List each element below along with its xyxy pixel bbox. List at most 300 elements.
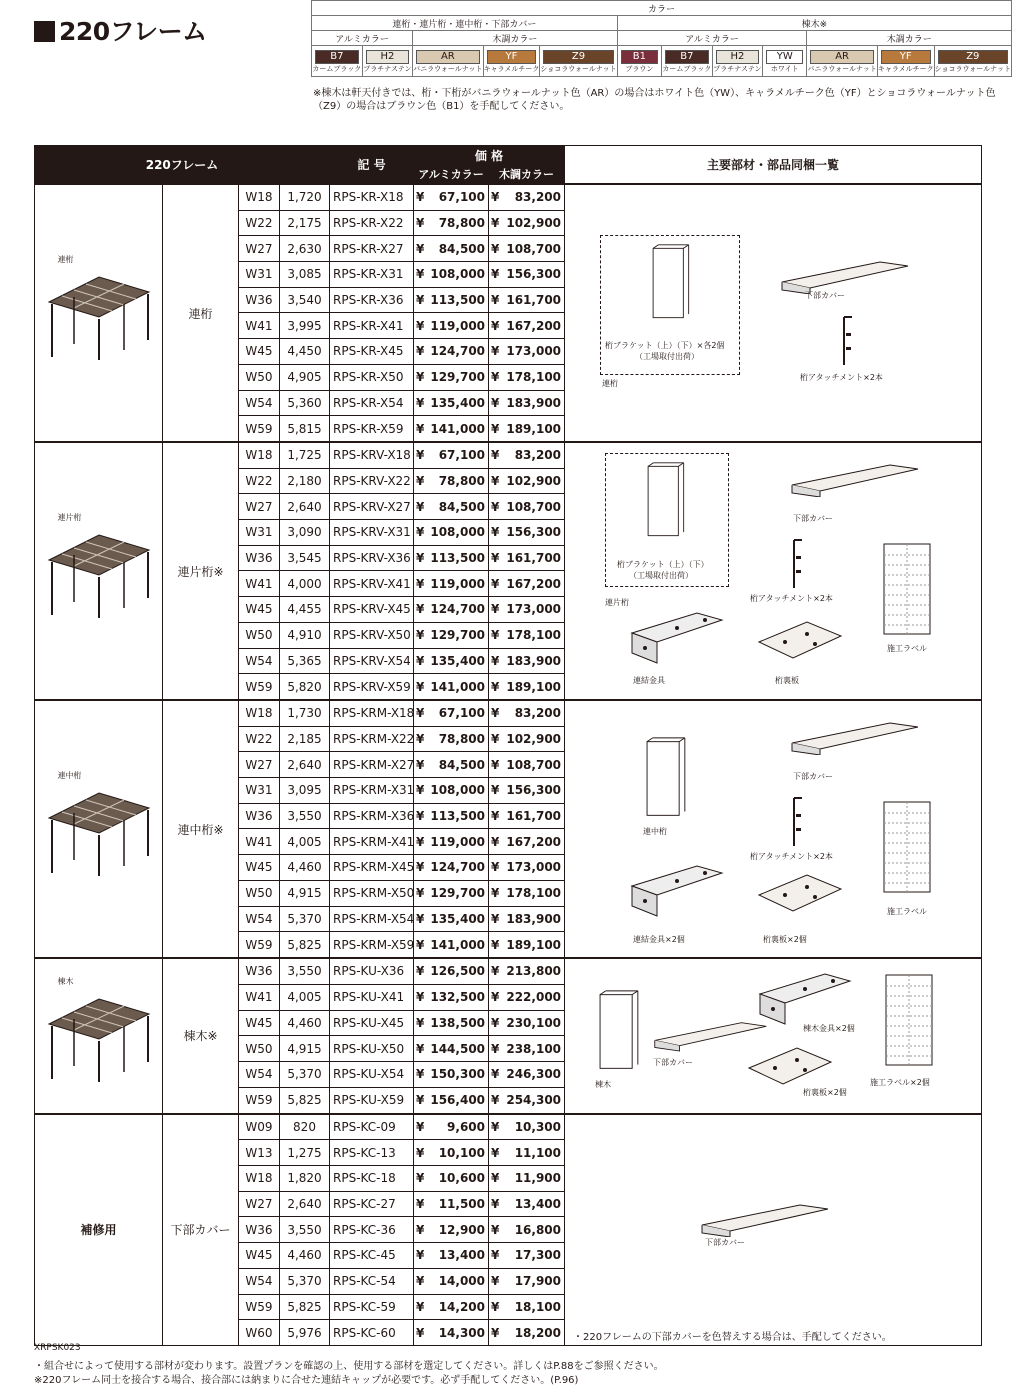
price-value: 135,400 xyxy=(430,395,486,410)
member-label: 連片桁 xyxy=(605,598,630,607)
price-wood xyxy=(489,390,565,416)
price-wood xyxy=(489,1191,565,1217)
parts-cell xyxy=(565,184,982,442)
color-header: カラー xyxy=(312,1,1012,16)
width-mm: 3,090 xyxy=(280,520,330,546)
yen-sign: ¥ xyxy=(491,216,500,231)
table-row xyxy=(35,442,982,468)
price-alumi xyxy=(414,622,489,648)
width-code: W22 xyxy=(239,210,280,236)
width-mm: 4,460 xyxy=(280,1010,330,1036)
width-code: W41 xyxy=(239,571,280,597)
width-mm: 3,545 xyxy=(280,545,330,571)
price-wood xyxy=(489,442,565,468)
width-mm: 5,825 xyxy=(280,1294,330,1320)
width-mm: 5,815 xyxy=(280,416,330,442)
header-price: 価 格 xyxy=(414,146,565,165)
price-alumi xyxy=(414,571,489,597)
yen-sign: ¥ xyxy=(416,344,425,359)
width-mm: 4,460 xyxy=(280,1243,330,1269)
width-code: W50 xyxy=(239,1036,280,1062)
cover-note: ・220フレームの下部カバーを色替えする場合は、手配してください。 xyxy=(573,1331,892,1343)
yen-sign: ¥ xyxy=(416,706,425,721)
yen-sign: ¥ xyxy=(491,344,500,359)
section-category: 連片桁※ xyxy=(163,442,239,700)
width-mm: 4,000 xyxy=(280,571,330,597)
product-code: RPS-KC-60 xyxy=(330,1320,414,1346)
width-code: W13 xyxy=(239,1140,280,1166)
price-value: 230,100 xyxy=(506,1015,562,1030)
product-code: RPS-KU-X41 xyxy=(330,984,414,1010)
price-value: 124,700 xyxy=(430,344,486,359)
product-code: RPS-KRV-X27 xyxy=(330,494,414,520)
price-wood xyxy=(489,597,565,623)
swatch-name: ホワイト xyxy=(770,64,799,73)
yen-sign: ¥ xyxy=(416,964,425,979)
price-wood xyxy=(489,1294,565,1320)
yen-sign: ¥ xyxy=(416,267,425,282)
swatch-code: H2 xyxy=(366,50,409,64)
product-code: RPS-KRV-X22 xyxy=(330,468,414,494)
price-value: 156,300 xyxy=(506,783,562,798)
image-label: 連片桁 xyxy=(57,512,82,522)
yen-sign: ¥ xyxy=(416,551,425,566)
width-code: W50 xyxy=(239,880,280,906)
price-alumi xyxy=(414,1243,489,1269)
price-wood xyxy=(489,829,565,855)
width-mm: 4,915 xyxy=(280,880,330,906)
swatch-code: Z9 xyxy=(543,50,613,64)
price-value: 238,100 xyxy=(506,1041,562,1056)
header-parts: 主要部材・部品同梱一覧 xyxy=(565,146,982,185)
yen-sign: ¥ xyxy=(416,1145,425,1160)
price-alumi xyxy=(414,803,489,829)
yen-sign: ¥ xyxy=(491,551,500,566)
swatch-name: カームブラック xyxy=(312,64,362,73)
label-sheet-icon xyxy=(883,543,931,635)
cover-label: 下部カバー xyxy=(793,772,834,781)
yen-sign: ¥ xyxy=(416,241,425,256)
attach-label: 桁アタッチメント×2本 xyxy=(750,852,833,861)
joint-label: 連結金具 xyxy=(633,676,666,685)
width-code: W50 xyxy=(239,622,280,648)
price-value: 173,000 xyxy=(506,344,562,359)
color-swatch-ar xyxy=(807,46,877,77)
price-value: 13,400 xyxy=(514,1197,562,1212)
swatch-name: ショコラウォールナット xyxy=(540,64,617,73)
footer-line1: ・組合せによって使用する部材が変わります。設置プランを確認の上、使用する部材を選定してください。詳しくはP.88をご参照ください。 xyxy=(34,1361,664,1372)
price-value: 161,700 xyxy=(506,551,562,566)
yen-sign: ¥ xyxy=(491,834,500,849)
price-value: 102,900 xyxy=(506,474,562,489)
product-code: RPS-KR-X50 xyxy=(330,364,414,390)
yen-sign: ¥ xyxy=(416,318,425,333)
price-value: 18,200 xyxy=(514,1325,562,1340)
label-label: 施工ラベル×2個 xyxy=(870,1078,930,1087)
width-mm: 2,640 xyxy=(280,1191,330,1217)
width-code: W22 xyxy=(239,468,280,494)
product-code: RPS-KRM-X41 xyxy=(330,829,414,855)
yen-sign: ¥ xyxy=(491,525,500,540)
price-value: 67,100 xyxy=(438,190,486,205)
swatch-code: AR xyxy=(416,50,479,64)
yen-sign: ¥ xyxy=(491,911,500,926)
price-alumi xyxy=(414,597,489,623)
width-mm: 3,540 xyxy=(280,287,330,313)
member-label: 棟木 xyxy=(595,1080,612,1089)
price-value: 189,100 xyxy=(506,937,562,952)
width-code: W22 xyxy=(239,726,280,752)
color-alumi-1: アルミカラー xyxy=(312,31,413,46)
width-code: W59 xyxy=(239,1087,280,1113)
yen-sign: ¥ xyxy=(416,190,425,205)
label-label: 施工ラベル xyxy=(887,907,928,916)
price-wood xyxy=(489,958,565,984)
section-image xyxy=(35,184,163,442)
price-value: 108,700 xyxy=(506,757,562,772)
factory-label: （工場取付出荷） xyxy=(635,352,700,361)
width-mm: 2,175 xyxy=(280,210,330,236)
yen-sign: ¥ xyxy=(491,421,500,436)
color-group2: 棟木※ xyxy=(617,16,1011,31)
price-value: 129,700 xyxy=(430,370,486,385)
plate-label: 桁裏板 xyxy=(775,676,800,685)
yen-sign: ¥ xyxy=(491,860,500,875)
price-value: 213,800 xyxy=(506,964,562,979)
product-code: RPS-KRM-X50 xyxy=(330,880,414,906)
swatch-code: B7 xyxy=(665,50,709,64)
price-wood xyxy=(489,1140,565,1166)
price-value: 13,400 xyxy=(438,1248,486,1263)
price-alumi xyxy=(414,726,489,752)
price-wood xyxy=(489,674,565,700)
yen-sign: ¥ xyxy=(416,834,425,849)
yen-sign: ¥ xyxy=(416,1015,425,1030)
price-value: 83,200 xyxy=(514,448,562,463)
price-value: 141,000 xyxy=(430,679,486,694)
price-value: 178,100 xyxy=(506,886,562,901)
attach-label: 桁アタッチメント×2本 xyxy=(800,373,883,382)
price-alumi xyxy=(414,1268,489,1294)
product-code: RPS-KRV-X50 xyxy=(330,622,414,648)
title-square-icon xyxy=(34,21,55,42)
price-alumi xyxy=(414,1320,489,1346)
price-value: 129,700 xyxy=(430,628,486,643)
price-value: 124,700 xyxy=(430,602,486,617)
price-value: 119,000 xyxy=(430,576,486,591)
swatch-name: ブラウン xyxy=(625,64,654,73)
width-code: W36 xyxy=(239,545,280,571)
joint-label: 棟木金具×2個 xyxy=(803,1024,855,1033)
price-wood xyxy=(489,855,565,881)
product-code: RPS-KRM-X31 xyxy=(330,778,414,804)
price-alumi xyxy=(414,545,489,571)
label-sheet-icon xyxy=(883,801,931,893)
price-wood xyxy=(489,803,565,829)
yen-sign: ¥ xyxy=(491,1299,500,1314)
price-alumi xyxy=(414,1087,489,1113)
color-swatch-z9 xyxy=(540,46,617,77)
price-value: 78,800 xyxy=(438,474,486,489)
yen-sign: ¥ xyxy=(416,628,425,643)
price-alumi xyxy=(414,287,489,313)
yen-sign: ¥ xyxy=(416,525,425,540)
width-code: W45 xyxy=(239,855,280,881)
width-code: W09 xyxy=(239,1114,280,1140)
price-value: 11,500 xyxy=(438,1197,486,1212)
price-value: 113,500 xyxy=(430,551,486,566)
yen-sign: ¥ xyxy=(491,1325,500,1340)
yen-sign: ¥ xyxy=(416,1197,425,1212)
product-code: RPS-KR-X18 xyxy=(330,184,414,210)
header-code: 記 号 xyxy=(330,146,414,185)
yen-sign: ¥ xyxy=(416,1248,425,1263)
price-value: 14,300 xyxy=(438,1325,486,1340)
price-alumi xyxy=(414,1010,489,1036)
price-value: 178,100 xyxy=(506,628,562,643)
width-mm: 2,630 xyxy=(280,236,330,262)
yen-sign: ¥ xyxy=(491,964,500,979)
product-code: RPS-KRV-X31 xyxy=(330,520,414,546)
price-alumi xyxy=(414,313,489,339)
price-value: 84,500 xyxy=(438,757,486,772)
yen-sign: ¥ xyxy=(491,990,500,1005)
yen-sign: ¥ xyxy=(416,1119,425,1134)
title-text: 220フレーム xyxy=(59,17,207,46)
yen-sign: ¥ xyxy=(491,757,500,772)
yen-sign: ¥ xyxy=(416,499,425,514)
price-value: 141,000 xyxy=(430,421,486,436)
width-mm: 5,825 xyxy=(280,1087,330,1113)
price-wood xyxy=(489,1114,565,1140)
product-code: RPS-KC-18 xyxy=(330,1166,414,1192)
width-mm: 5,820 xyxy=(280,674,330,700)
price-value: 10,100 xyxy=(438,1145,486,1160)
width-mm: 5,370 xyxy=(280,1268,330,1294)
width-mm: 5,370 xyxy=(280,1062,330,1088)
product-code: RPS-KR-X36 xyxy=(330,287,414,313)
product-code: RPS-KU-X54 xyxy=(330,1062,414,1088)
width-mm: 4,450 xyxy=(280,339,330,365)
color-swatch-yf xyxy=(483,46,540,77)
swatch-code: YF xyxy=(487,50,537,64)
yen-sign: ¥ xyxy=(416,1325,425,1340)
yen-sign: ¥ xyxy=(416,216,425,231)
section-category: 連桁 xyxy=(163,184,239,442)
yen-sign: ¥ xyxy=(491,1015,500,1030)
price-alumi xyxy=(414,210,489,236)
yen-sign: ¥ xyxy=(416,653,425,668)
width-code: W27 xyxy=(239,236,280,262)
price-alumi xyxy=(414,468,489,494)
price-value: 178,100 xyxy=(506,370,562,385)
price-value: 173,000 xyxy=(506,602,562,617)
color-alumi-2: アルミカラー xyxy=(617,31,807,46)
product-code: RPS-KR-X31 xyxy=(330,262,414,288)
width-mm: 3,095 xyxy=(280,778,330,804)
price-value: 189,100 xyxy=(506,421,562,436)
plate-label: 桁裏板×2個 xyxy=(803,1088,847,1097)
yen-sign: ¥ xyxy=(491,886,500,901)
price-value: 108,000 xyxy=(430,525,486,540)
yen-sign: ¥ xyxy=(491,1274,500,1289)
width-mm: 5,370 xyxy=(280,906,330,932)
price-value: 183,900 xyxy=(506,653,562,668)
section-image xyxy=(35,958,163,1114)
width-mm: 4,910 xyxy=(280,622,330,648)
product-code: RPS-KRM-X36 xyxy=(330,803,414,829)
color-swatch-h2 xyxy=(712,46,762,77)
header-frame: 220フレーム xyxy=(35,146,330,185)
price-wood xyxy=(489,1036,565,1062)
swatch-code: YW xyxy=(766,50,803,64)
yen-sign: ¥ xyxy=(491,293,500,308)
width-code: W54 xyxy=(239,648,280,674)
lower-cover-icon xyxy=(700,1203,830,1237)
price-wood xyxy=(489,184,565,210)
price-table xyxy=(34,145,982,1346)
price-alumi xyxy=(414,906,489,932)
yen-sign: ¥ xyxy=(416,1222,425,1237)
price-wood xyxy=(489,906,565,932)
width-mm: 4,005 xyxy=(280,829,330,855)
product-code: RPS-KU-X45 xyxy=(330,1010,414,1036)
price-value: 108,000 xyxy=(430,783,486,798)
swatch-name: ショコラウォールナット xyxy=(934,64,1011,73)
width-code: W41 xyxy=(239,829,280,855)
price-value: 150,300 xyxy=(430,1067,486,1082)
price-wood xyxy=(489,752,565,778)
price-alumi xyxy=(414,1166,489,1192)
parts-cell xyxy=(565,700,982,958)
parts-cell xyxy=(565,958,982,1114)
color-note: ※棟木は軒天付きでは、桁・下桁がバニラウォールナット色（AR）の場合はホワイト色（YW）、キャラメルチーク色（YF）とショコラウォールナット色（Z9）の場合はブラウン色（B1）を手配してください。 xyxy=(313,88,996,112)
product-code: RPS-KRM-X27 xyxy=(330,752,414,778)
swatch-name: キャラメルチーク xyxy=(483,64,540,73)
width-mm: 4,005 xyxy=(280,984,330,1010)
price-value: 189,100 xyxy=(506,679,562,694)
image-label: 連中桁 xyxy=(57,770,82,780)
price-alumi xyxy=(414,1191,489,1217)
yen-sign: ¥ xyxy=(491,576,500,591)
price-wood xyxy=(489,1217,565,1243)
product-code: RPS-KR-X22 xyxy=(330,210,414,236)
frame-member-icon xyxy=(640,736,690,821)
price-value: 132,500 xyxy=(430,990,486,1005)
price-value: 183,900 xyxy=(506,395,562,410)
product-code: RPS-KC-54 xyxy=(330,1268,414,1294)
price-alumi xyxy=(414,390,489,416)
yen-sign: ¥ xyxy=(416,1067,425,1082)
plate-icon xyxy=(745,1044,835,1088)
factory-label: （工場取付出荷） xyxy=(629,571,694,580)
product-code: RPS-KU-X50 xyxy=(330,1036,414,1062)
yen-sign: ¥ xyxy=(416,860,425,875)
price-value: 254,300 xyxy=(506,1093,562,1108)
price-wood xyxy=(489,416,565,442)
width-code: W36 xyxy=(239,803,280,829)
width-code: W45 xyxy=(239,339,280,365)
width-mm: 1,275 xyxy=(280,1140,330,1166)
price-wood xyxy=(489,700,565,726)
product-code: RPS-KRM-X22 xyxy=(330,726,414,752)
price-alumi xyxy=(414,1036,489,1062)
price-value: 156,300 xyxy=(506,267,562,282)
member-label: 連桁 xyxy=(602,379,619,388)
swatch-code: AR xyxy=(810,50,873,64)
width-code: W18 xyxy=(239,1166,280,1192)
swatch-code: H2 xyxy=(716,50,759,64)
price-value: 11,900 xyxy=(514,1171,562,1186)
price-value: 83,200 xyxy=(514,706,562,721)
swatch-name: キャラメルチーク xyxy=(877,64,934,73)
price-value: 17,300 xyxy=(514,1248,562,1263)
yen-sign: ¥ xyxy=(491,1197,500,1212)
price-value: 222,000 xyxy=(506,990,562,1005)
member-label: 連中桁 xyxy=(643,827,668,836)
yen-sign: ¥ xyxy=(416,1274,425,1289)
yen-sign: ¥ xyxy=(416,679,425,694)
price-wood xyxy=(489,1166,565,1192)
color-swatch-h2 xyxy=(362,46,412,77)
width-code: W36 xyxy=(239,1217,280,1243)
page-title xyxy=(34,12,207,48)
width-code: W27 xyxy=(239,752,280,778)
width-code: W59 xyxy=(239,416,280,442)
width-code: W45 xyxy=(239,1010,280,1036)
plate-icon xyxy=(755,618,845,662)
color-swatch-yf xyxy=(877,46,934,77)
yen-sign: ¥ xyxy=(491,783,500,798)
lower-cover-icon xyxy=(790,463,920,497)
price-value: 167,200 xyxy=(506,576,562,591)
price-value: 84,500 xyxy=(438,499,486,514)
price-value: 167,200 xyxy=(506,318,562,333)
price-wood xyxy=(489,622,565,648)
product-code: RPS-KRV-X59 xyxy=(330,674,414,700)
price-value: 12,900 xyxy=(438,1222,486,1237)
section-image xyxy=(35,700,163,958)
yen-sign: ¥ xyxy=(416,809,425,824)
width-code: W27 xyxy=(239,494,280,520)
section-category: 連中桁※ xyxy=(163,700,239,958)
price-wood xyxy=(489,1243,565,1269)
table-row xyxy=(35,958,982,984)
joint-bracket-icon xyxy=(627,861,727,919)
section-image xyxy=(35,1114,163,1346)
price-value: 141,000 xyxy=(430,937,486,952)
price-alumi xyxy=(414,700,489,726)
price-wood xyxy=(489,520,565,546)
yen-sign: ¥ xyxy=(416,886,425,901)
yen-sign: ¥ xyxy=(416,990,425,1005)
price-wood xyxy=(489,1087,565,1113)
price-alumi xyxy=(414,880,489,906)
price-value: 161,700 xyxy=(506,293,562,308)
yen-sign: ¥ xyxy=(416,293,425,308)
section-category: 棟木※ xyxy=(163,958,239,1114)
product-code: RPS-KRM-X59 xyxy=(330,932,414,958)
footer-code: XRPSK023 xyxy=(34,1343,81,1353)
width-code: W45 xyxy=(239,597,280,623)
product-code: RPS-KU-X36 xyxy=(330,958,414,984)
price-value: 108,700 xyxy=(506,499,562,514)
price-value: 67,100 xyxy=(438,706,486,721)
price-wood xyxy=(489,726,565,752)
pergola-icon xyxy=(44,984,154,1084)
repair-label: 補修用 xyxy=(80,1223,117,1238)
price-wood xyxy=(489,1268,565,1294)
